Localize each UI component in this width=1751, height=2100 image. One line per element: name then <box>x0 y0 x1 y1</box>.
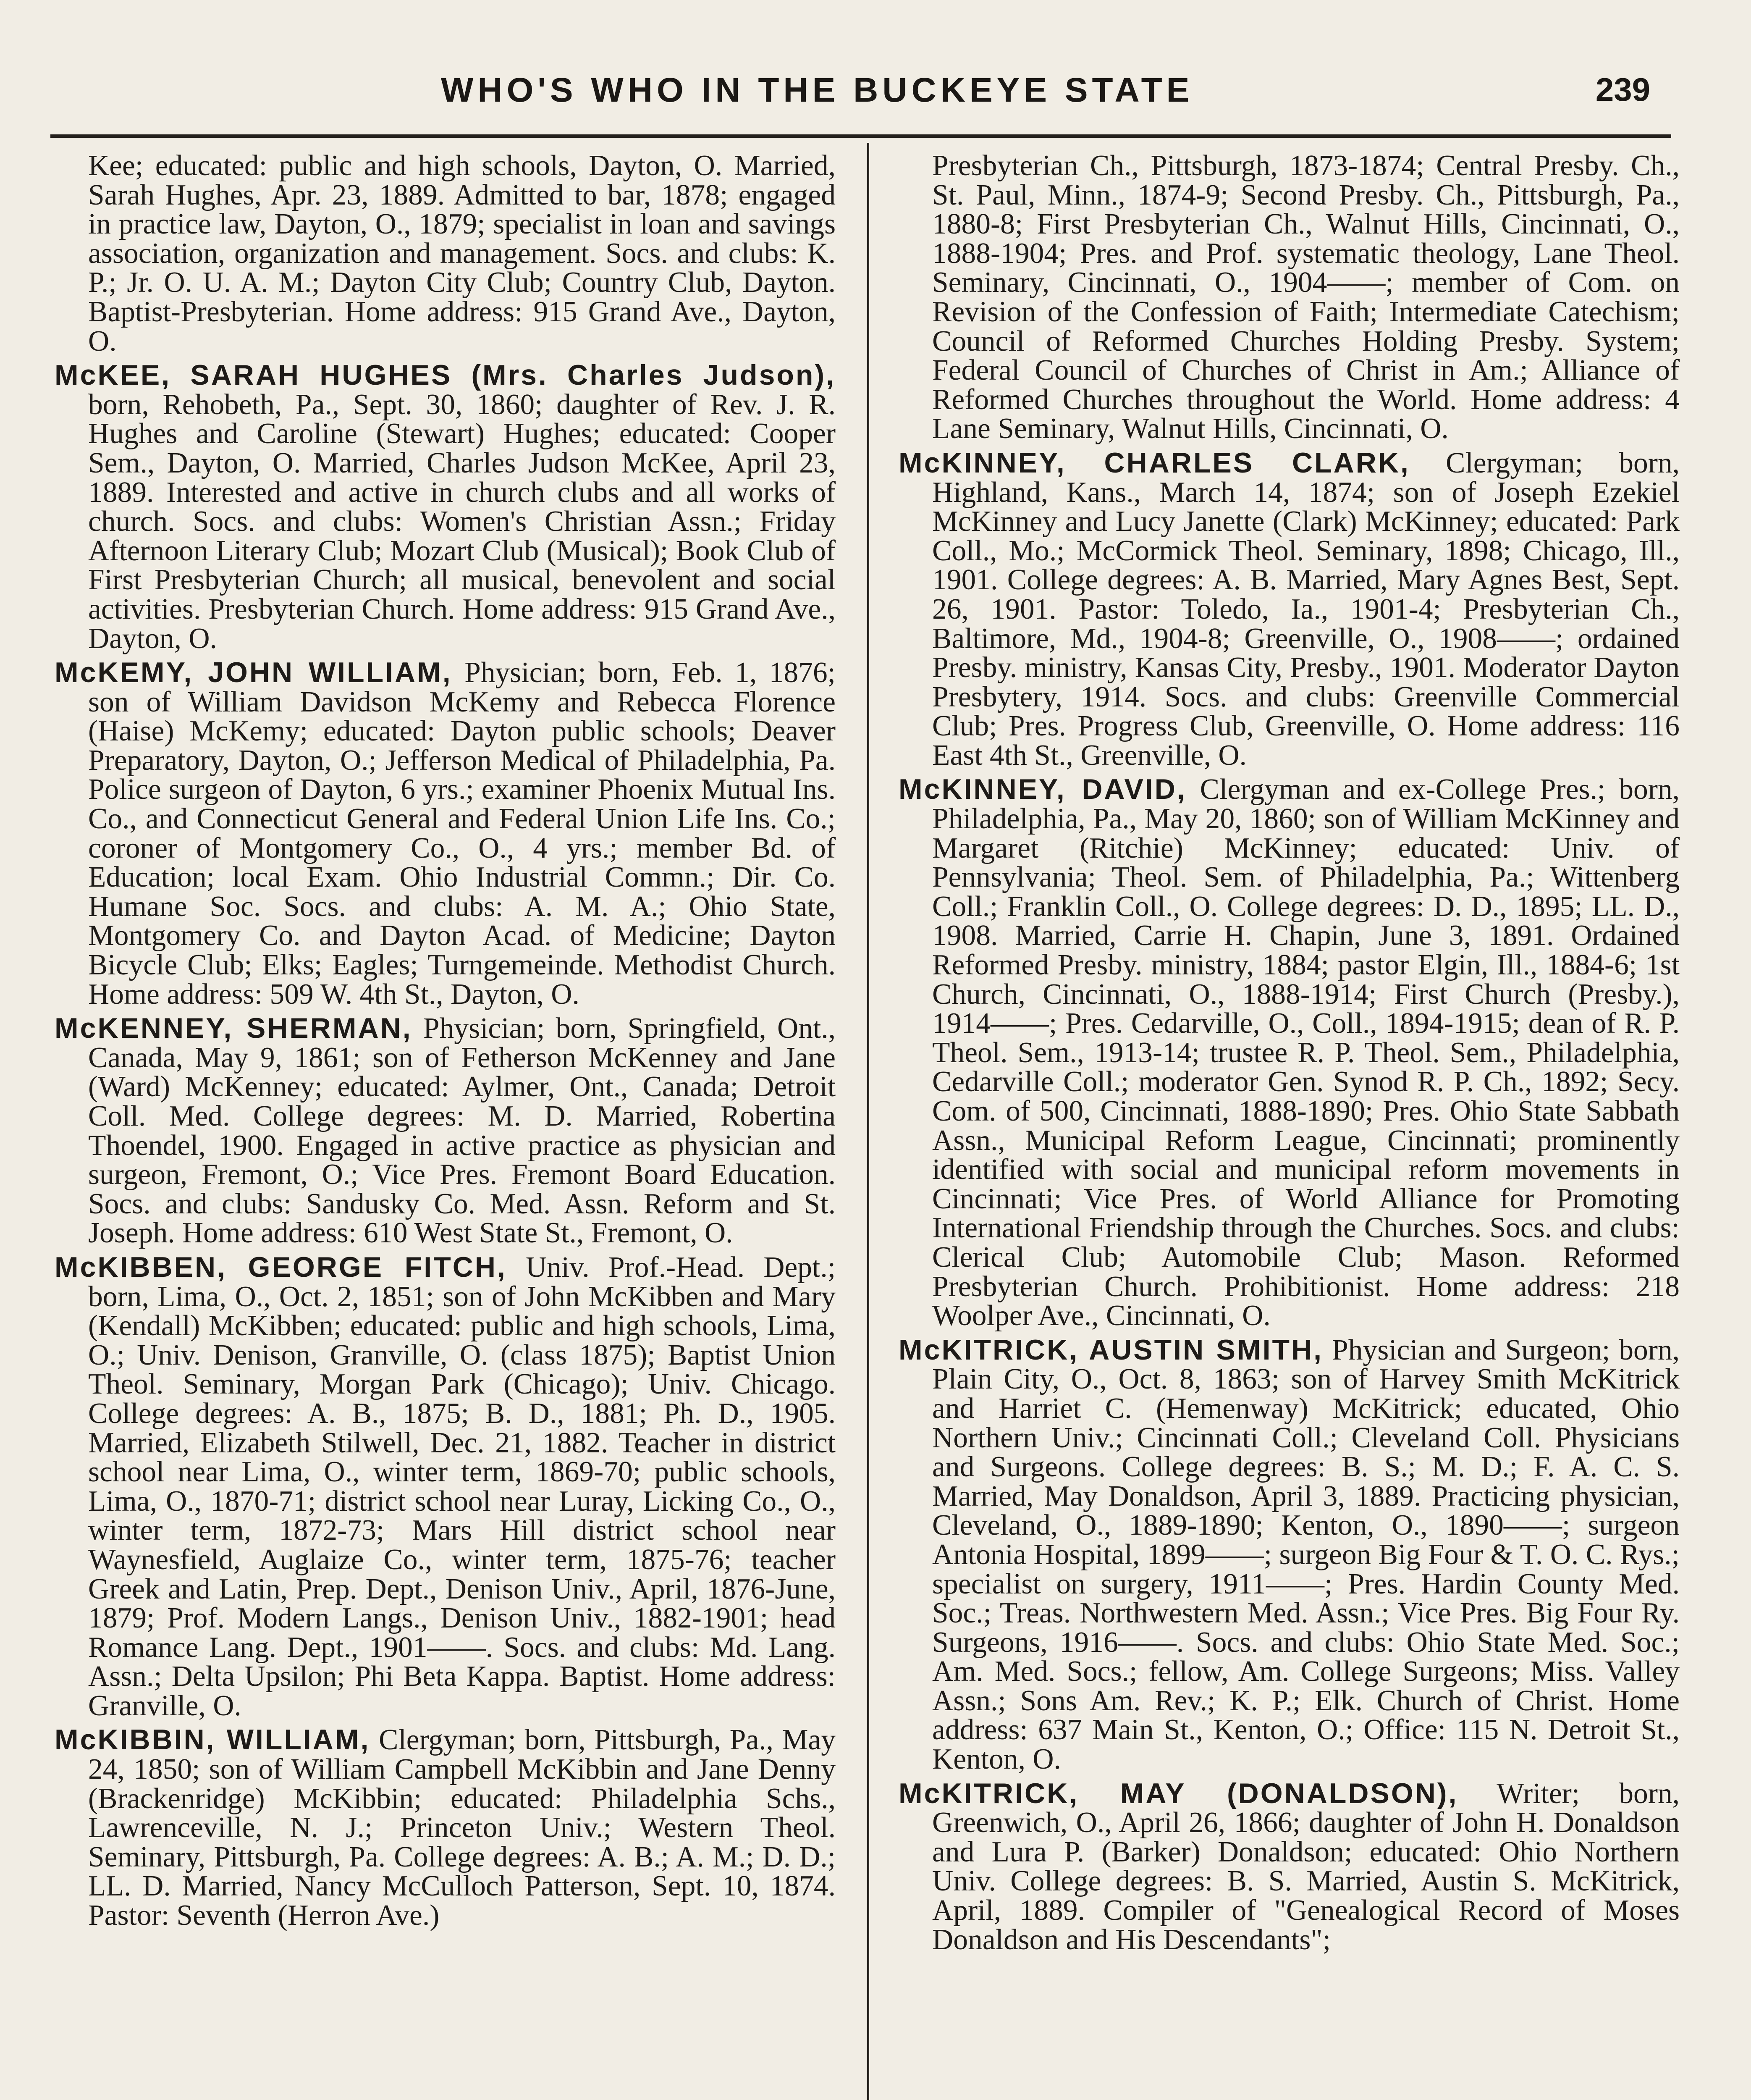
entry-text: Physician and Surgeon; born, Plain City, O., Oct. 8, 1863; son of Harvey Smith McKitrick and Harriet C. (Hemenway) McKitrick; educated, Ohio Northern Univ.; Cincinnati Coll.; Cleveland Coll. Physicians and Surgeons. College degrees: B. S.; M. D.; F. A. C. S. Married, May Donaldson, April 3, 1889. Practicing physician, Cleveland, O., 1889-1890; Kenton, O., 1890——; surgeon Antonia Hospital, 1899——; surgeon Big Four & T. O. C. Rys.; specialist on surgery, 1911——; Pres. Hardin County Med. Soc.; Treas. Northwestern Med. Assn.; Vice Pres. Big Four Ry. Surgeons, 1916——. Socs. and clubs: Ohio State Med. Soc.; Am. Med. Socs.; fellow, Am. College Surgeons; Miss. Valley Assn.; Sons Am. Rev.; K. P.; Elk. Church of Christ. Home address: 637 Main St., Kenton, O.; Office: 115 N. Detroit St., Kenton, O. <box>932 1334 1680 1776</box>
biography-entry <box>55 1014 836 1248</box>
right-column <box>899 151 1680 2100</box>
entry-text: Clergyman; born, Pittsburgh, Pa., May 24, 1850; son of William Campbell McKibbin and Jane Denny (Brackenridge) McKibbin; educated: Philadelphia Schs., Lawrenceville, N. J.; Princeton Univ.; Western Theol. Seminary, Pittsburgh, Pa. College degrees: A. B.; A. M.; D. D.; LL. D. Married, Nancy McCulloch Patterson, Sept. 10, 1874. Pastor: Seventh (Herron Ave.) <box>88 1724 836 1932</box>
running-title: WHO'S WHO IN THE BUCKEYE STATE <box>441 71 1194 109</box>
biography-entry <box>899 151 1680 444</box>
entry-text: Physician; born, Feb. 1, 1876; son of William Davidson McKemy and Rebecca Florence (Haise) McKemy; educated: Dayton public schools; Deaver Preparatory, Dayton, O.; Jefferson Medical of Philadelphia, Pa. Police surgeon of Dayton, 6 yrs.; examiner Phoenix Mutual Ins. Co., and Connecticut General and Federal Union Life Ins. Co.; coroner of Montgomery Co., O., 4 yrs.; member Bd. of Education; local Exam. Ohio Industrial Commn.; Dir. Co. Humane Soc. Socs. and clubs: A. M. A.; Ohio State, Montgomery Co. and Dayton Acad. of Medicine; Dayton Bicycle Club; Elks; Eagles; Turngemeinde. Methodist Church. Home address: 509 W. 4th St., Dayton, O. <box>88 656 836 1011</box>
entry-name: McKINNEY, DAVID, <box>899 773 1187 806</box>
column-divider <box>867 143 869 2100</box>
entry-text: Physician; born, Springfield, Ont., Canada, May 9, 1861; son of Fetherson McKenney and Jane (Ward) McKenney; educated: Aylmer, Ont., Canada; Detroit Coll. Med. College degrees: M. D. Married, Robertina Thoendel, 1900. Engaged in active practice as physician and surgeon, Fremont, O.; Vice Pres. Fremont Board Education. Socs. and clubs: Sandusky Co. Med. Assn. Reform and St. Joseph. Home address: 610 West State St., Fremont, O. <box>88 1012 836 1250</box>
biography-entry <box>55 361 836 653</box>
entry-name: McKITRICK, AUSTIN SMITH, <box>899 1334 1324 1366</box>
biography-entry <box>899 775 1680 1330</box>
entry-name: McKEE, SARAH HUGHES (Mrs. Charles Judson), <box>55 359 836 391</box>
entry-text: Presbyterian Ch., Pittsburgh, 1873-1874; Central Presby. Ch., St. Paul, Minn., 1874-9; Second Presby. Ch., Pittsburgh, Pa., 1880-8; First Presbyterian Ch., Walnut Hills, Cincinnati, O., 1888-1904; Pres. and Prof. systematic theology, Lane Theol. Seminary, Cincinnati, O., 1904——; member of Com. on Revision of the Confession of Faith; Intermediate Catechism; Council of Reformed Churches Holding Presby. System; Federal Council of Churches of Christ in Am.; Alliance of Reformed Churches throughout the World. Home address: 4 Lane Seminary, Walnut Hills, Cincinnati, O. <box>932 151 1680 445</box>
page-number: 239 <box>1595 71 1650 108</box>
entry-text: Clergyman and ex-College Pres.; born, Philadelphia, Pa., May 20, 1860; son of William McKinney and Margaret (Ritchie) McKinney; educated: Univ. of Pennsylvania; Theol. Sem. of Philadelphia, Pa.; Wittenberg Coll.; Franklin Coll., O. College degrees: D. D., 1895; LL. D., 1908. Married, Carrie H. Chapin, June 3, 1891. Ordained Reformed Presby. ministry, 1884; pastor Elgin, Ill., 1884-6; 1st Church, Cincinnati, O., 1888-1914; First Church (Presby.), 1914——; Pres. Cedarville, O., Coll., 1894-1915; dean of R. P. Theol. Sem., 1913-14; trustee R. P. Theol. Sem., Philadelphia, Cedarville Coll.; moderator Gen. Synod R. P. Ch., 1892; Secy. Com. of 500, Cincinnati, 1888-1890; Pres. Ohio State Sabbath Assn., Municipal Reform League, Cincinnati; prominently identified with social and municipal reform movements in Cincinnati; Vice Pres. of World Alliance for Promoting International Friendship through the Churches. Socs. and clubs: Clerical Club; Automobile Club; Mason. Reformed Presbyterian Church. Prohibitionist. Home address: 218 Woolper Ave., Cincinnati, O. <box>932 773 1680 1332</box>
entry-name: McKIBBIN, WILLIAM, <box>55 1724 370 1756</box>
entry-text: born, Rehobeth, Pa., Sept. 30, 1860; daughter of Rev. J. R. Hughes and Caroline (Stewart) Hughes; educated: Cooper Sem., Dayton, O. Married, Charles Judson McKee, April 23, 1889. Interested and active in church clubs and all works of church. Socs. and clubs: Women's Christian Assn.; Friday Afternoon Literary Club; Mozart Club (Musical); Book Club of First Presbyterian Church; all musical, benevolent and social activities. Presbyterian Church. Home address: 915 Grand Ave., Dayton, O. <box>88 388 836 655</box>
entry-name: McKIBBEN, GEORGE FITCH, <box>55 1251 507 1283</box>
entry-text: Univ. Prof.-Head. Dept.; born, Lima, O., Oct. 2, 1851; son of John McKibben and Mary (Kendall) McKibben; educated: public and high schools, Lima, O.; Univ. Denison, Granville, O. (class 1875); Baptist Union Theol. Seminary, Morgan Park (Chicago); Univ. Chicago. College degrees: A. B., 1875; B. D., 1881; Ph. D., 1905. Married, Elizabeth Stilwell, Dec. 21, 1882. Teacher in district school near Lima, O., winter term, 1869-70; public schools, Lima, O., 1870-71; district school near Luray, Licking Co., O., winter term, 1872-73; Mars Hill district school near Waynesfield, Auglaize Co., winter term, 1875-76; teacher Greek and Latin, Prep. Dept., Denison Univ., April, 1876-June, 1879; Prof. Modern Langs., Denison Univ., 1882-1901; head Romance Lang. Dept., 1901——. Socs. and clubs: Md. Lang. Assn.; Delta Upsilon; Phi Beta Kappa. Baptist. Home address: Granville, O. <box>88 1251 836 1722</box>
biography-entry <box>55 1725 836 1930</box>
biography-entry <box>899 1779 1680 1955</box>
entry-text: Clergyman; born, Highland, Kans., March 14, 1874; son of Joseph Ezekiel McKinney and Lucy Janette (Clark) McKinney; educated: Park Coll., Mo.; McCormick Theol. Seminary, 1898; Chicago, Ill., 1901. College degrees: A. B. Married, Mary Agnes Best, Sept. 26, 1901. Pastor: Toledo, Ia., 1901-4; Presbyterian Ch., Baltimore, Md., 1904-8; Greenville, O., 1908——; ordained Presby. ministry, Kansas City, Presby., 1901. Moderator Dayton Presbytery, 1914. Socs. and clubs: Greenville Commercial Club; Pres. Progress Club, Greenville, O. Home address: 116 East 4th St., Greenville, O. <box>932 446 1680 772</box>
biography-entry <box>899 1336 1680 1774</box>
entry-name: McKENNEY, SHERMAN, <box>55 1012 412 1045</box>
biography-entry <box>55 1253 836 1721</box>
header-rule <box>50 134 1671 138</box>
entry-name: McKITRICK, MAY (DONALDSON), <box>899 1777 1458 1809</box>
entry-name: McKEMY, JOHN WILLIAM, <box>55 656 452 689</box>
biography-entry <box>55 658 836 1009</box>
entry-text: Writer; born, Greenwich, O., April 26, 1866; daughter of John H. Donaldson and Lura P. (Barker) Donaldson; educated: Ohio Northern Univ. College degrees: B. S. Married, Austin S. McKitrick, April, 1889. Compiler of "Genealogical Record of Moses Donaldson and His Descendants"; <box>932 1777 1680 1956</box>
biography-entry <box>55 151 836 356</box>
left-column <box>55 151 836 2100</box>
entry-text: Kee; educated: public and high schools, Dayton, O. Married, Sarah Hughes, Apr. 23, 1889. Admitted to bar, 1878; engaged in practice law, Dayton, O., 1879; specialist in loan and savings association, organization and management. Socs. and clubs: K. P.; Jr. O. U. A. M.; Dayton City Club; Country Club, Dayton. Baptist-Presbyterian. Home address: 915 Grand Ave., Dayton, O. <box>88 151 836 357</box>
entry-name: McKINNEY, CHARLES CLARK, <box>899 446 1410 479</box>
page-header <box>50 63 1671 126</box>
biography-entry <box>899 446 1680 772</box>
